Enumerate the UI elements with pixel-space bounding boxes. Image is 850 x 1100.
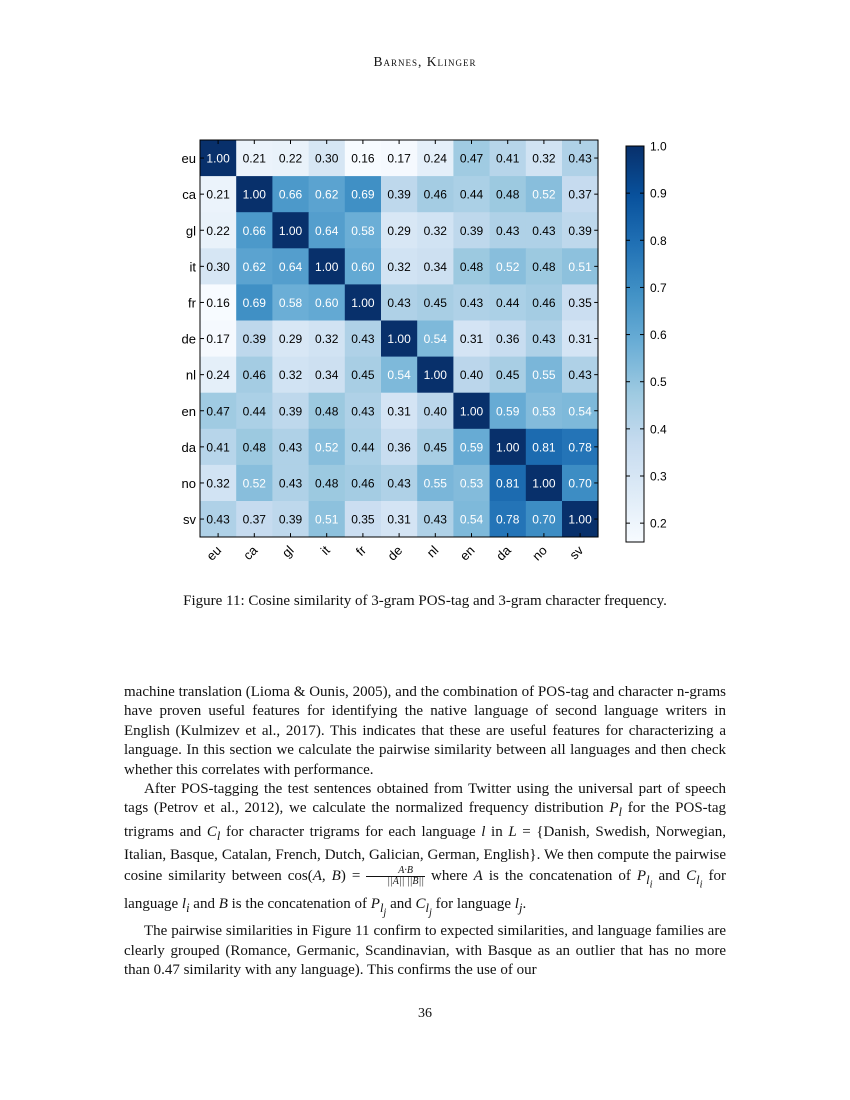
cell-value-label: 0.40 — [423, 404, 447, 419]
colorbar-tick-label: 0.8 — [650, 233, 667, 248]
cell-value-label: 0.35 — [568, 295, 592, 310]
cell-value-label: 0.45 — [423, 295, 447, 310]
x-tick-label: eu — [203, 542, 225, 564]
cell-value-label: 0.29 — [278, 332, 303, 347]
cell-value-label: 0.53 — [459, 476, 484, 491]
cell-value-label: 0.44 — [242, 404, 266, 419]
cell-value-label: 0.32 — [278, 368, 303, 383]
cell-value-label: 0.58 — [278, 295, 303, 310]
page-number: 36 — [418, 1006, 432, 1021]
cell-value-label: 0.69 — [351, 187, 375, 202]
cell-value-label: 0.48 — [496, 187, 520, 202]
cell-value-label: 0.43 — [496, 223, 520, 238]
cell-value-label: 0.52 — [242, 476, 266, 491]
figure-caption: Figure 11: Cosine similarity of 3-gram POS-tag and 3-gram character frequency. — [183, 593, 667, 609]
cell-value-label: 0.48 — [242, 440, 266, 455]
x-tick-label: de — [384, 542, 406, 564]
paragraph-3: The pairwise similarities in Figure 11 confirm to expected similarities, and language families are clearly grouped (Romance, Germanic, Scandinavian, with Basque as an outlier that has no more than 0.47 similarity with any language). This confirms the use of our — [124, 923, 726, 979]
cell-value-label: 0.48 — [532, 259, 556, 274]
cell-value-label: 0.39 — [242, 332, 266, 347]
cell-value-label: 0.31 — [459, 332, 484, 347]
colorbar-tick-label: 0.2 — [650, 516, 667, 531]
cell-value-label: 0.48 — [459, 259, 484, 274]
running-header: Barnes, Klinger — [373, 54, 477, 69]
cell-value-label: 0.32 — [423, 223, 447, 238]
cell-value-label: 0.45 — [496, 368, 520, 383]
y-tick-label: it — [189, 259, 196, 275]
x-tick-label: en — [456, 542, 478, 564]
cell-value-label: 1.00 — [351, 295, 375, 310]
y-tick-label: de — [181, 331, 196, 347]
cell-value-label: 0.43 — [278, 476, 303, 491]
cell-value-label: 0.53 — [532, 404, 556, 419]
cell-value-label: 0.43 — [532, 332, 556, 347]
cell-value-label: 0.54 — [568, 404, 592, 419]
cell-value-label: 0.37 — [568, 187, 592, 202]
colorbar-tick-label: 0.3 — [650, 469, 667, 484]
y-tick-label: fr — [188, 295, 196, 311]
x-tick-label: sv — [566, 542, 587, 563]
cell-value-label: 0.48 — [315, 404, 339, 419]
cell-value-label: 0.34 — [315, 368, 339, 383]
cell-value-label: 1.00 — [387, 332, 411, 347]
cell-value-label: 0.32 — [387, 259, 411, 274]
cell-value-label: 0.59 — [496, 404, 520, 419]
cell-value-label: 0.36 — [496, 332, 520, 347]
cell-value-label: 0.43 — [387, 295, 411, 310]
cell-value-label: 0.40 — [459, 368, 484, 383]
cell-value-label: 0.52 — [532, 187, 556, 202]
cell-value-label: 0.39 — [459, 223, 484, 238]
colorbar-tick-label: 0.7 — [650, 280, 667, 295]
cell-value-label: 0.46 — [242, 368, 266, 383]
cell-value-label: 0.81 — [532, 440, 556, 455]
y-tick-label: gl — [185, 223, 196, 239]
x-tick-label: nl — [423, 542, 442, 561]
cell-value-label: 0.21 — [242, 151, 266, 166]
cell-value-label: 0.43 — [423, 512, 447, 527]
cell-value-label: 0.55 — [532, 368, 556, 383]
colorbar-tick-label: 1.0 — [650, 139, 667, 154]
heatmap-chart — [160, 130, 680, 580]
cell-value-label: 0.70 — [568, 476, 592, 491]
cell-value-label: 1.00 — [423, 368, 447, 383]
heatmap-figure — [160, 130, 680, 585]
x-tick-label: fr — [352, 542, 370, 559]
cell-value-label: 0.78 — [568, 440, 592, 455]
cell-value-label: 0.54 — [387, 368, 411, 383]
cell-value-label: 0.48 — [315, 476, 339, 491]
y-tick-label: sv — [183, 512, 196, 528]
cell-value-label: 0.69 — [242, 295, 266, 310]
cell-value-label: 0.66 — [278, 187, 303, 202]
y-tick-label: eu — [181, 151, 196, 167]
cell-value-label: 0.39 — [278, 512, 303, 527]
cell-value-label: 1.00 — [278, 223, 303, 238]
cell-value-label: 0.51 — [315, 512, 339, 527]
cell-value-label: 0.17 — [206, 332, 230, 347]
cell-value-label: 0.47 — [206, 404, 230, 419]
cell-value-label: 0.54 — [459, 512, 484, 527]
cell-value-label: 0.45 — [351, 368, 375, 383]
cell-value-label: 0.52 — [315, 440, 339, 455]
y-tick-label: ca — [182, 187, 196, 203]
cell-value-label: 0.32 — [532, 151, 556, 166]
cell-value-label: 0.30 — [315, 151, 339, 166]
cell-value-label: 0.35 — [351, 512, 375, 527]
cell-value-label: 0.64 — [278, 259, 303, 274]
cell-value-label: 0.24 — [423, 151, 447, 166]
cell-value-label: 0.46 — [423, 187, 447, 202]
x-tick-label: no — [529, 542, 551, 564]
cell-value-label: 0.41 — [206, 440, 230, 455]
colorbar-tick-label: 0.6 — [650, 328, 667, 343]
paragraph-2: After POS-tagging the test sentences obtained from Twitter using the universal part of speech tags (Petrov et al., 2012), we calculate the normalized frequency distribution $P_l$ for the POS-tag trigrams and $C_l$ for character trigrams for each language l in L = {Danish, Swedish, Norwegian, Italian, Basque, Catalan, French, Dutch, Galician, German, English}. We then compute the pairwise cosine similarity between cos(A, B) = $\frac{A\cdot B}{||A|| ||B||}$ where A is the concatenation of $P_{l_i}$ and $C_{l_i}$ for language $l_i$ and B is the concatenation of $P_{l_j}$ and $C_{l_j}$ for language $l_j$. — [124, 781, 727, 918]
colorbar-tick-label: 0.4 — [650, 422, 667, 437]
x-tick-label: ca — [240, 542, 261, 563]
cell-value-label: 0.31 — [387, 512, 411, 527]
y-tick-label: en — [181, 403, 196, 419]
cell-value-label: 1.00 — [206, 151, 230, 166]
cell-value-label: 0.21 — [206, 187, 230, 202]
cell-value-label: 0.44 — [459, 187, 484, 202]
cell-value-label: 1.00 — [568, 512, 592, 527]
cell-value-label: 0.29 — [387, 223, 411, 238]
y-tick-label: no — [181, 475, 196, 491]
cell-value-label: 0.30 — [206, 259, 230, 274]
cell-value-label: 0.32 — [206, 476, 230, 491]
cell-value-label: 0.43 — [351, 332, 375, 347]
cell-value-label: 1.00 — [459, 404, 484, 419]
x-tick-label: gl — [278, 542, 297, 561]
cell-value-label: 1.00 — [242, 187, 266, 202]
cell-value-label: 0.60 — [351, 259, 375, 274]
cell-value-label: 0.81 — [496, 476, 520, 491]
cell-value-label: 0.43 — [278, 440, 303, 455]
colorbar — [626, 146, 644, 542]
cell-value-label: 0.22 — [206, 223, 230, 238]
cell-value-label: 0.55 — [423, 476, 447, 491]
cell-value-label: 0.46 — [532, 295, 556, 310]
cell-value-label: 0.46 — [351, 476, 375, 491]
cell-value-label: 0.52 — [496, 259, 520, 274]
body-text — [124, 683, 726, 981]
cell-value-label: 0.45 — [423, 440, 447, 455]
cell-value-label: 0.31 — [387, 404, 411, 419]
cell-value-label: 0.62 — [315, 187, 339, 202]
cell-value-label: 0.17 — [387, 151, 411, 166]
cell-value-label: 0.43 — [568, 368, 592, 383]
cell-value-label: 0.24 — [206, 368, 230, 383]
cell-value-label: 0.41 — [496, 151, 520, 166]
cell-value-label: 0.16 — [206, 295, 230, 310]
y-tick-label: da — [181, 439, 196, 455]
cell-value-label: 0.43 — [568, 151, 592, 166]
cell-value-label: 0.34 — [423, 259, 447, 274]
colorbar-tick-label: 0.9 — [650, 186, 667, 201]
cell-value-label: 0.59 — [459, 440, 484, 455]
cell-value-label: 0.39 — [387, 187, 411, 202]
cell-value-label: 0.43 — [387, 476, 411, 491]
cell-value-label: 0.31 — [568, 332, 592, 347]
cell-value-label: 0.47 — [459, 151, 484, 166]
y-tick-label: nl — [185, 367, 196, 383]
cell-value-label: 0.60 — [315, 295, 339, 310]
cell-value-label: 0.78 — [496, 512, 520, 527]
cell-value-label: 0.58 — [351, 223, 375, 238]
cell-value-label: 0.39 — [278, 404, 303, 419]
cosine-fraction: $\frac{A\cdot B}{||A|| ||B||}$ — [366, 866, 425, 887]
x-tick-label: it — [317, 542, 333, 558]
cell-value-label: 0.44 — [496, 295, 520, 310]
cell-value-label: 0.64 — [315, 223, 339, 238]
cell-value-label: 0.44 — [351, 440, 375, 455]
cell-value-label: 0.43 — [532, 223, 556, 238]
cell-value-label: 0.16 — [351, 151, 375, 166]
cell-value-label: 0.43 — [459, 295, 484, 310]
cell-value-label: 1.00 — [315, 259, 339, 274]
cell-value-label: 0.51 — [568, 259, 592, 274]
cell-value-label: 0.22 — [278, 151, 303, 166]
cell-value-label: 0.39 — [568, 223, 592, 238]
cell-value-label: 1.00 — [496, 440, 520, 455]
cell-value-label: 0.43 — [206, 512, 230, 527]
cell-value-label: 0.43 — [351, 404, 375, 419]
cell-value-label: 0.54 — [423, 332, 447, 347]
cell-value-label: 0.70 — [532, 512, 556, 527]
cell-value-label: 0.37 — [242, 512, 266, 527]
cell-value-label: 0.32 — [315, 332, 339, 347]
cell-value-label: 0.62 — [242, 259, 266, 274]
x-tick-label: da — [492, 542, 514, 564]
cell-value-label: 1.00 — [532, 476, 556, 491]
cell-value-label: 0.66 — [242, 223, 266, 238]
colorbar-tick-label: 0.5 — [650, 375, 667, 390]
cell-value-label: 0.36 — [387, 440, 411, 455]
paragraph-1: machine translation (Lioma & Ounis, 2005), and the combination of POS-tag and character n-grams have proven useful features for identifying the native language of second language writers in English (Kulmizev et al., 2017). This indicates that these are useful features for characterizing a language. In this section we calculate the pairwise similarity between all languages and then check whether this correlates with performance. — [124, 684, 726, 778]
